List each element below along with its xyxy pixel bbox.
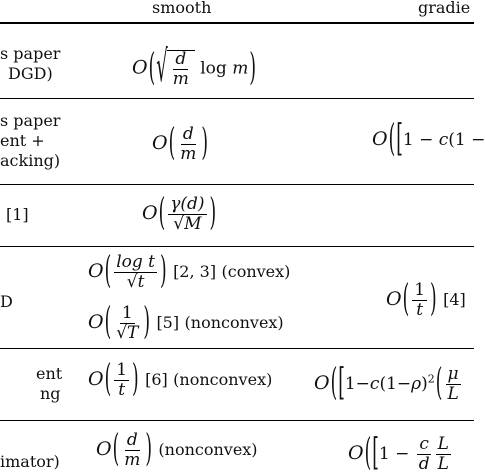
row-label: [0, 44, 60, 84]
big-o: O: [372, 128, 388, 150]
row-label: [0, 452, 60, 472]
rule: [0, 246, 474, 247]
formula-smooth-row4a: O( $\frac{\text{log t}}{√t}$ ) [2, 3] (convex): [88, 249, 291, 294]
condition-note: (nonconvex): [173, 370, 273, 389]
big-o: O: [152, 132, 168, 154]
row-label-line: DGD): [8, 64, 53, 83]
row-label-line: [1]: [6, 205, 29, 224]
condition-note: (convex): [221, 262, 291, 281]
condition-note: (nonconvex): [158, 440, 258, 459]
big-o: O: [96, 438, 112, 460]
fraction: $\frac{1}{t}$: [116, 360, 128, 400]
column-header-gradient: gradie: [418, 0, 471, 17]
rule: [0, 348, 474, 349]
citation: [5]: [156, 313, 180, 332]
big-o: O: [88, 311, 104, 333]
fraction: $\frac{\gamma(d)}{√M}$: [170, 194, 205, 234]
citation: [6]: [145, 370, 168, 389]
column-header-smooth: smooth: [152, 0, 212, 17]
fraction: $\frac{\text{log t}}{√t}$: [116, 252, 156, 292]
row-label-line: s paper: [0, 111, 61, 130]
row-label-line: imator): [0, 452, 60, 471]
big-o: O: [88, 260, 104, 282]
big-o: O: [348, 442, 364, 464]
formula-gradient-row6: O([1 − $\frac{c}{d}$ $\frac{L}{L}$: [348, 431, 449, 475]
row-label-line: s paper: [0, 44, 61, 63]
formula-gradient-row5: $O([1-c(1-\rho)^2$( $\frac{\mu}{L}$: [314, 361, 459, 406]
formula-smooth-row2: O( $\frac{d}{m}$ ): [152, 121, 208, 166]
fraction: $\frac{d}{m}$: [124, 430, 141, 470]
row-label: [36, 364, 62, 404]
big-o: O: [386, 288, 402, 310]
formula-smooth-row5: O( $\frac{1}{t}$ ) [6] (nonconvex): [88, 357, 273, 402]
fraction: $\frac{1}{t}$: [414, 280, 426, 320]
sqrt: √ $\frac{d}{m}$: [156, 50, 195, 88]
row-label-line: D: [0, 292, 13, 311]
big-o: O: [314, 372, 330, 394]
rule-header: [0, 22, 474, 24]
row-label-line: ng: [40, 384, 61, 403]
row-label-line: ent: [36, 364, 63, 383]
row-label: [0, 111, 60, 171]
formula-smooth-row3: O( $\frac{\gamma(d)}{√M}$ ): [142, 191, 217, 236]
row-label: [0, 292, 13, 312]
row-label: [6, 205, 29, 225]
formula-gradient-row4: O( $\frac{1}{t}$ ) [4]: [386, 277, 466, 322]
fraction: $\frac{d}{m}$: [180, 124, 197, 164]
formula-smooth-row6: O( $\frac{d}{m}$ ) (nonconvex): [96, 427, 258, 472]
citation: [2, 3]: [173, 262, 217, 281]
rule: [0, 98, 474, 99]
formula-smooth-row1: O( √ $\frac{d}{m}$ log m): [132, 42, 256, 93]
rule: [0, 420, 474, 421]
citation: [4]: [443, 290, 466, 309]
big-o: O: [88, 368, 104, 390]
rule: [0, 184, 474, 185]
big-o: O: [142, 202, 158, 224]
formula-gradient-row2: O([1 − c(1 −: [372, 117, 485, 162]
formula-smooth-row4b: O( $\frac{1}{√T}$ ) [5] (nonconvex): [88, 300, 284, 345]
big-o: O: [132, 56, 148, 79]
row-label-line: ent +: [0, 131, 45, 150]
row-label-line: acking): [0, 151, 61, 170]
fraction: $\frac{1}{√T}$: [116, 303, 139, 343]
condition-note: (nonconvex): [184, 313, 284, 332]
